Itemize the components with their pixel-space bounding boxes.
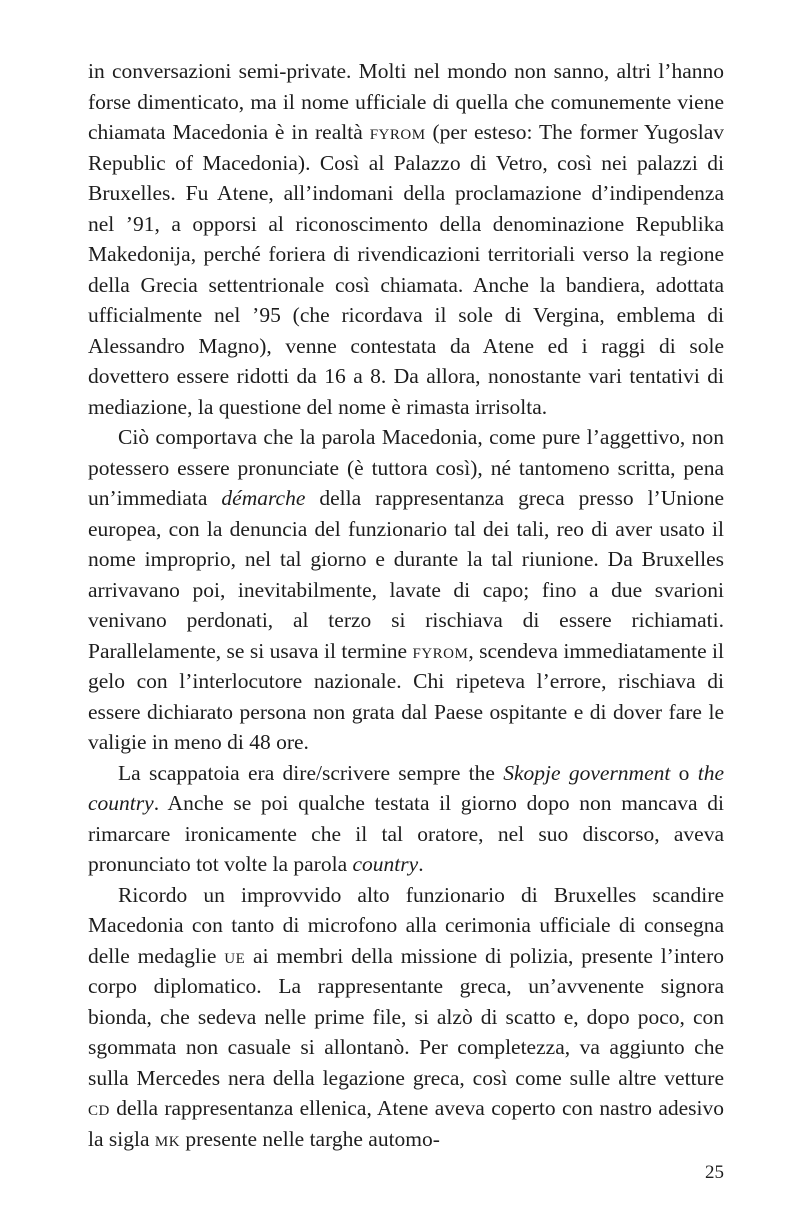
paragraph-2: Ciò comportava che la parola Macedonia, come pure l’aggettivo, non potessero essere pronunciate (è tuttora così), né tantomeno scritta, pena un’immediata démarche della rappresentanza greca presso l’Unione europea, con la denuncia del funzionario tal dei tali, reo di aver usato il nome improprio, nel tal giorno e durante la tal riunione. Da Bruxelles arrivavano poi, inevitabilmente, lavate di capo; fino a due svarioni venivano perdonati, al terzo si rischiava di essere richiamati. Parallelamente, se si usava il termine fyrom, scendeva immediatamente il gelo con l’interlocutore nazionale. Chi ripeteva l’errore, rischiava di essere dichiarato persona non grata dal Paese ospitante e di dover fare le valigie in meno di 48 ore. bbox=[88, 425, 725, 754]
paragraph-3: La scappatoia era dire/scrivere sempre the Skopje government o the country. Anche se poi qualche testata il giorno dopo non mancava di rimarcare ironicamente che il tal oratore, nel suo discorso, aveva pronunciato tot volte la parola country. bbox=[88, 760, 724, 876]
paragraph-1: in conversazioni semi-private. Molti nel mondo non sanno, altri l’hanno forse dimenticato, ma il nome ufficiale di quella che comunemente viene chiamata Macedonia è in realtà fyrom (per esteso: The former Yugoslav Republic of Macedonia). Così al Palazzo di Vetro, così nei palazzi di Bruxelles. Fu Atene, all’indomani della proclamazione d’indipendenza nel ’91, a opporsi al riconoscimento della denominazione Republika Makedonija, perché foriera di rivendicazioni territoriali verso la regione della Grecia settentrionale così chiamata. Anche la bandiera, adottata ufficialmente nel ’95 (che ricordava il sole di Vergina, emblema di Alessandro Magno), venne contestata da Atene ed i raggi di sole dovettero essere ridotti da 16 a 8. Da allora, nonostante vari tentativi di mediazione, la questione del nome è rimasta irrisolta. bbox=[88, 59, 725, 419]
page-number: 25 bbox=[705, 1162, 724, 1183]
paragraph-4: Ricordo un improvvido alto funzionario di Bruxelles scandire Macedonia con tanto di microfono alla cerimonia ufficiale di consegna delle medaglie ue ai membri della missione di polizia, presente l’intero corpo diplomatico. La rappresentante greca, un’avvenente signora bionda, che sedeva nelle prime file, si alzò di scatto e, dopo poco, con sgommata non casuale si allontanò. Per completezza, va aggiunto che sulla Mercedes nera della legazione greca, così come sulle altre vetture cd della rappresentanza ellenica, Atene aveva coperto con nastro adesivo la sigla mk presente nelle targhe automo- bbox=[88, 882, 724, 1151]
page-body bbox=[88, 56, 724, 1154]
